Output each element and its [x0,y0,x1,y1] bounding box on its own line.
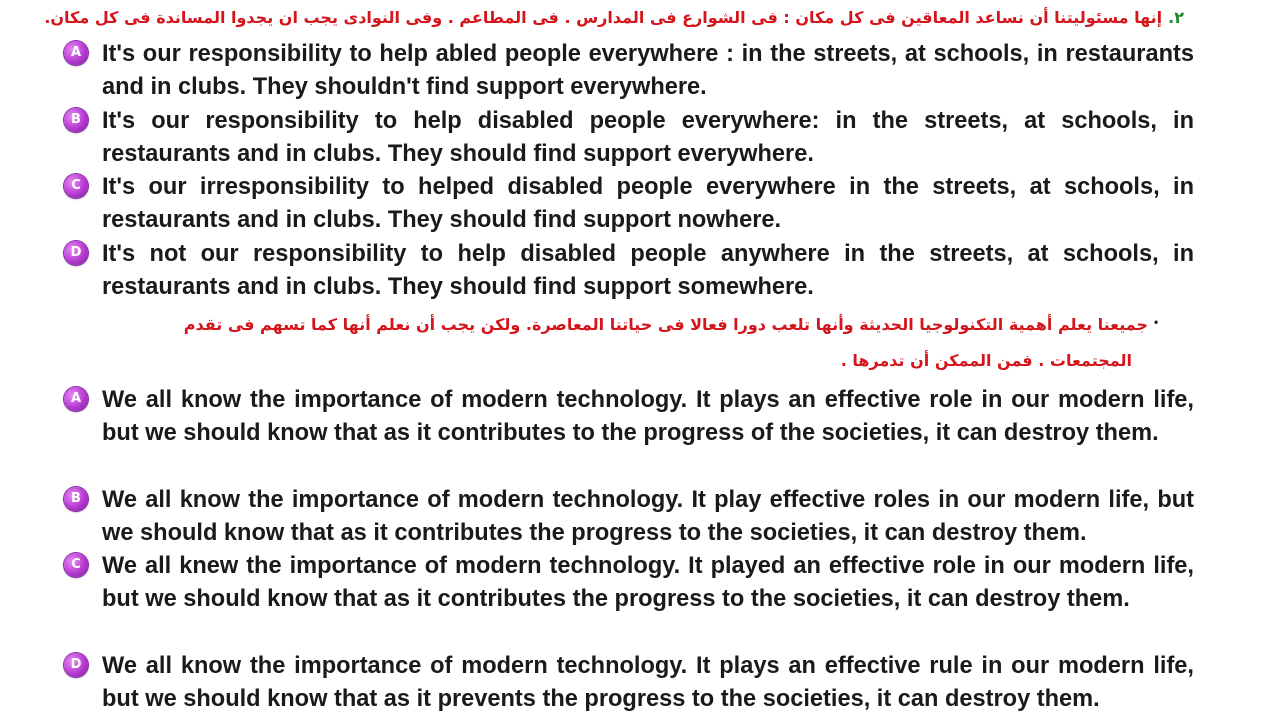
option-b-text: It's our responsibility to help disabled people everywhere: in the streets, at schools, in restaurants and in clubs. They should find support everywhere. [102,108,1194,167]
option-b-badge: B [64,108,88,132]
option-d-text: It's not our responsibility to help disabled people anywhere in the streets, at schools, in restaurants and in clubs. They should find support somewhere. [102,241,1194,300]
option-c-badge: C [64,553,88,577]
question-1-option-d[interactable] [64,238,1194,304]
option-a-text: It's our responsibility to help abled people everywhere : in the streets, at schools, in restaurants and in clubs. They shouldn't find support everywhere. [102,41,1194,100]
option-c-text: It's our irresponsibility to helped disabled people everywhere in the streets, at schools, in restaurants and in clubs. They should find support nowhere. [102,174,1194,233]
option-c-badge: C [64,174,88,198]
question-1-option-c[interactable] [64,171,1194,237]
option-d-badge: D [64,241,88,265]
question-1-option-a[interactable] [64,38,1194,104]
option-a-badge: A [64,41,88,65]
question-2-arabic-text-1: جميعنا يعلم أهمية التكنولوجيا الحديثة وأنها تلعب دورا فعالا فى حياتنا المعاصرة. ولكن يجب أن نعلم أنها كما تسهم فى تقدم [183,315,1148,334]
option-b-badge: B [64,487,88,511]
question-2-option-a[interactable] [64,384,1194,450]
question-1-arabic [4,7,1184,29]
question-2-arabic-text-2: المجتمعات . فمن الممكن أن تدمرها . [840,351,1132,370]
question-1-number: ٢. [1168,8,1184,27]
option-a-badge: A [64,387,88,411]
option-c-text: We all knew the importance of modern technology. It played an effective role in our modern life, but we should know that as it contributes the progress to the societies, it can destroy them. [102,553,1194,612]
question-2-option-c[interactable] [64,550,1194,616]
question-2-arabic-line-2 [841,350,1132,372]
option-b-text: We all know the importance of modern technology. It play effective roles in our modern life, but we should know that as it contributes the progress to the societies, it can destroy them. [102,487,1194,546]
question-2-option-b[interactable] [64,484,1194,550]
option-d-badge: D [64,653,88,677]
option-d-text: We all know the importance of modern technology. It plays an effective rule in our modern life, but we should know that as it prevents the progress to the societies, it can destroy them. [102,653,1194,712]
option-a-text: We all know the importance of modern technology. It plays an effective role in our modern life, but we should know that as it contributes to the progress of the societies, it can destroy them. [102,387,1194,446]
question-2-arabic-line-1 [184,314,1148,336]
question-2-bullet: • [1154,315,1159,329]
question-1-option-b[interactable] [64,105,1194,171]
question-2-option-d[interactable] [64,650,1194,716]
question-1-arabic-text: إنها مسئوليتنا أن نساعد المعاقين فى كل مكان : فى الشوارع فى المدارس . فى المطاعم . وفى النوادى يجب ان يجدوا المساندة فى كل مكان. [44,8,1163,27]
